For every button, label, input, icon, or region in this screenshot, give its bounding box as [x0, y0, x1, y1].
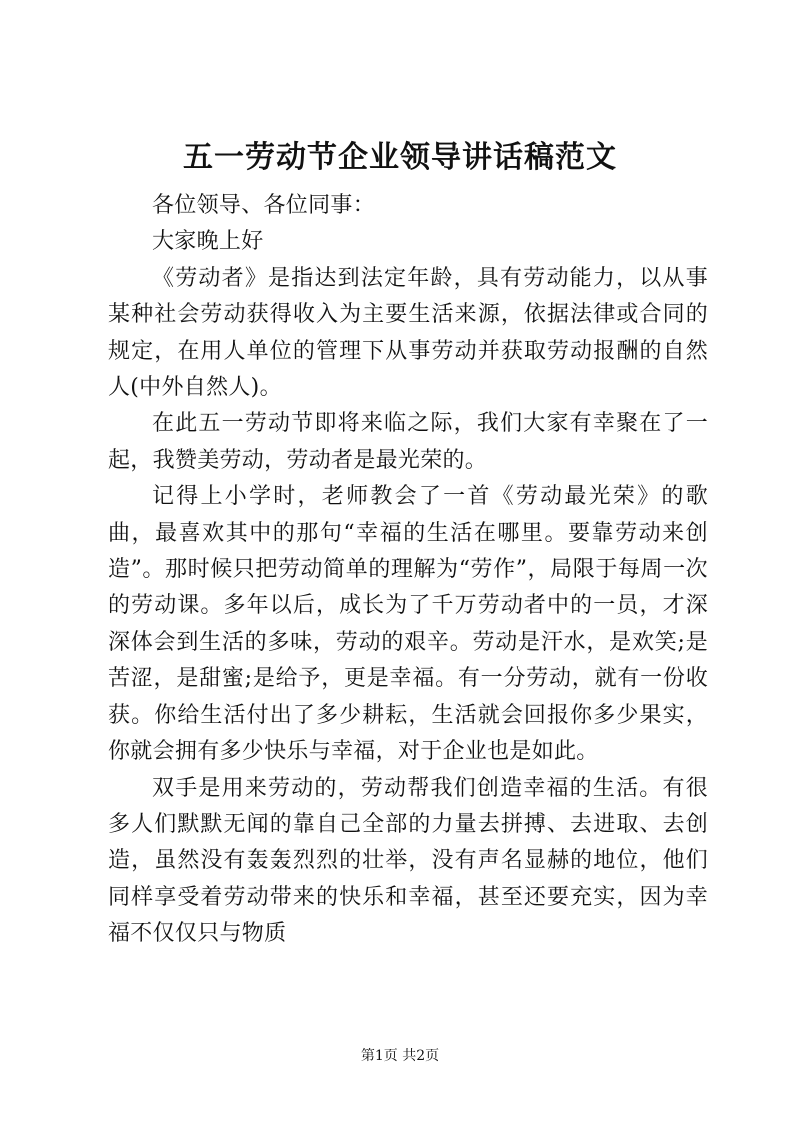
paragraph-occasion: 在此五一劳动节即将来临之际，我们大家有幸聚在了一起，我赞美劳动，劳动者是最光荣的。: [108, 411, 708, 473]
paragraph-hands: 双手是用来劳动的，劳动帮我们创造幸福的生活。有很多人们默默无闻的靠自己全部的力量去拼搏、去进取、去创造，虽然没有轰轰烈烈的壮举，没有声名显赫的地位，他们同样享受着劳动带来的快乐和幸福，甚至还要充实，因为幸福不仅仅只与物质: [108, 775, 708, 947]
paragraph-salutation: 大家晚上好: [152, 229, 264, 255]
paragraph-memory: 记得上小学时，老师教会了一首《劳动最光荣》的歌曲，最喜欢其中的那句“幸福的生活在哪里。要靠劳动来创造”。那时候只把劳动简单的理解为“劳作”，局限于每周一次的劳动课。多年以后，成长为了千万劳动者中的一员，才深深体会到生活的多味，劳动的艰辛。劳动是汗水，是欢笑;是苦涩，是甜蜜;是给予，更是幸福。有一分劳动，就有一份收获。你给生活付出了多少耕耘，生活就会回报你多少果实，你就会拥有多少快乐与幸福，对于企业也是如此。: [108, 484, 708, 765]
page-number-footer: 第1页 共2页: [360, 1048, 440, 1064]
paragraph-greeting: 各位领导、各位同事：: [152, 193, 376, 218]
document-title: 五一劳动节企业领导讲话稿范文: [183, 140, 617, 175]
document-body: [108, 188, 708, 953]
paragraph-definition: 《劳动者》是指达到法定年龄，具有劳动能力，以从事某种社会劳动获得收入为主要生活来源，依据法律或合同的规定，在用人单位的管理下从事劳动并获取劳动报酬的自然人(中外自然人)。: [108, 265, 708, 401]
